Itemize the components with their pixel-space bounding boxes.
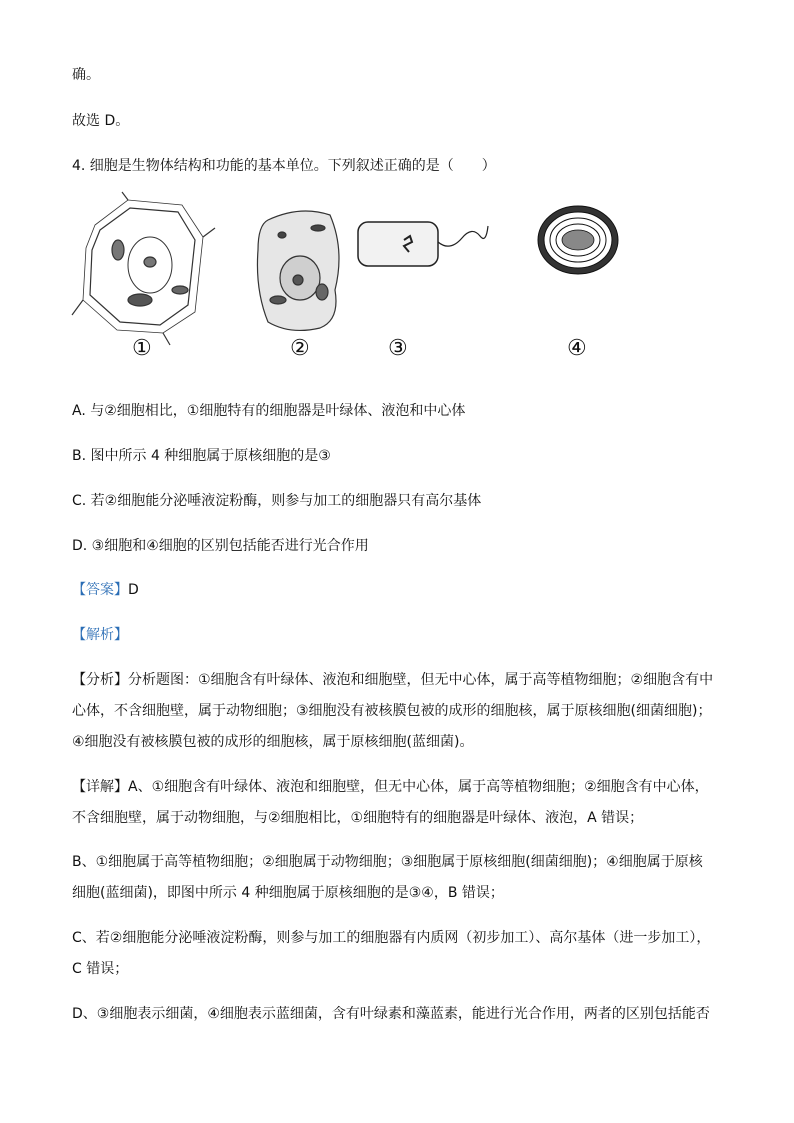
detail-line: B、①细胞属于高等植物细胞；②细胞属于动物细胞；③细胞属于原核细胞(细菌细胞)；④细胞属于原核 [72,854,703,870]
figure-label: ② [290,336,310,361]
detail-line: C、若②细胞能分泌唾液淀粉酶，则参与加工的细胞器有内质网（初步加工）、高尔基体（进一步加工）， [72,930,711,946]
fenxi-line: ④细胞没有被核膜包被的成形的细胞核，属于原核细胞(蓝细菌)。 [72,734,474,750]
detail-line [72,778,709,796]
detail-line: 不含细胞壁，属于动物细胞，与②细胞相比，①细胞特有的细胞器是叶绿体、液泡，A 错误； [72,810,644,826]
fenxi-line: 心体，不含细胞壁，属于动物细胞；③细胞没有被核膜包被的成形的细胞核，属于原核细胞(细菌细胞)； [72,703,712,719]
text-line: 确。 [72,67,100,83]
answer-line [72,581,139,599]
figure-label: ④ [567,336,587,361]
animal-cell-illustration [257,211,339,330]
question-stem: 4. 细胞是生物体结构和功能的基本单位。下列叙述正确的是（ ） [72,158,496,174]
answer-value: D [128,582,139,598]
fenxi-text: 分析题图：①细胞含有叶绿体、液泡和细胞壁，但无中心体，属于高等植物细胞；②细胞含有中 [128,672,714,688]
detail-text: A、①细胞含有叶绿体、液泡和细胞壁，但无中心体，属于高等植物细胞；②细胞含有中心体， [128,779,709,795]
detail-tag: 【详解】 [72,779,128,795]
option-c: C. 若②细胞能分泌唾液淀粉酶，则参与加工的细胞器只有高尔基体 [72,493,482,509]
bacterium-illustration [358,222,488,266]
figure-label: ① [132,336,152,361]
fenxi-tag: 【分析】 [72,672,128,688]
analysis-heading [72,626,128,644]
fenxi-line [72,671,713,689]
analysis-tag: 【解析】 [72,627,128,643]
cyanobacterium-illustration [538,206,618,274]
detail-line: C 错误； [72,961,129,977]
detail-line: D、③细胞表示细菌，④细胞表示蓝细菌，含有叶绿素和藻蓝素，能进行光合作用，两者的区别包括能否 [72,1006,710,1022]
option-d: D. ③细胞和④细胞的区别包括能否进行光合作用 [72,538,369,554]
answer-tag: 【答案】 [72,582,128,598]
figure-label: ③ [388,336,408,361]
text-line: 故选 D。 [72,113,130,129]
plant-cell-illustration [72,192,215,345]
option-b: B. 图中所示 4 种细胞属于原核细胞的是③ [72,448,331,464]
detail-line: 细胞(蓝细菌)，即图中所示 4 种细胞属于原核细胞的是③④，B 错误； [72,885,504,901]
option-a: A. 与②细胞相比，①细胞特有的细胞器是叶绿体、液泡和中心体 [72,403,466,419]
